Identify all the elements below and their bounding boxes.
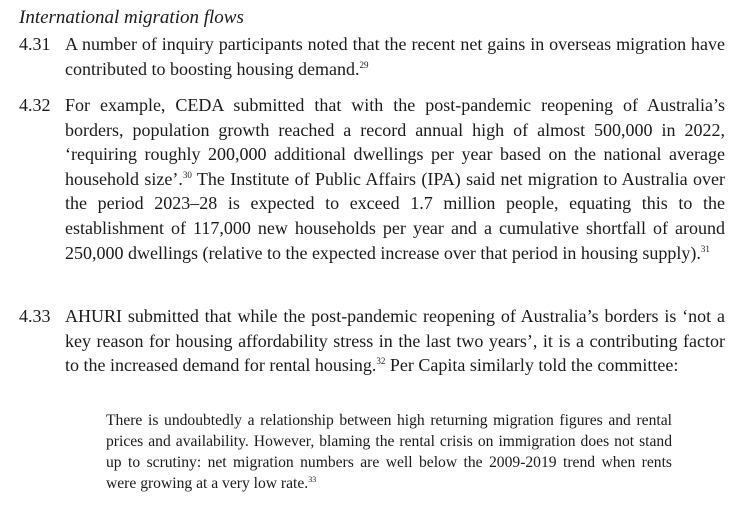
section-heading: International migration flows [19,7,244,28]
paragraph-4-32 [19,93,725,265]
paragraph-number: 4.31 [19,34,51,54]
footnote-ref[interactable]: 32 [376,356,386,367]
paragraph-text: AHURI submitted that while the post-pandemic reopening of Australia’s borders is ‘not a key reason for housing affordability stress in the last two years’, it is a contributing factor to the increased demand for rental housing. [65,306,725,376]
paragraph-number: 4.32 [19,95,51,115]
paragraph-text: Per Capita similarly told the committee: [385,355,679,376]
footnote-ref[interactable]: 30 [182,169,192,180]
paragraph-text: A number of inquiry participants noted that the recent net gains in overseas migration have contributed to boosting housing demand. [65,34,725,79]
footnote-ref[interactable]: 33 [308,474,317,484]
footnote-ref[interactable]: 29 [359,59,369,70]
footnote-ref[interactable]: 31 [700,243,710,254]
paragraph-body [65,93,725,265]
paragraph-4-31 [19,32,725,81]
paragraph-text: The Institute of Public Affairs (IPA) said net migration to Australia over the period 2023–28 is expected to exceed 1.7 million people, equating this to the establishment of 117,000 new households per year and a cumulative shortfall of around 250,000 dwellings (relative to the expected increase over that period in housing supply). [65,168,725,263]
quote-text: There is undoubtedly a relationship between high returning migration figures and rental prices and availability. However, blaming the rental crisis on immigration does not stand up to scrutiny: net migration numbers are well below the 2009-2019 trend when rents were growing at a very low rate. [106,412,672,492]
paragraph-body [65,304,725,378]
paragraph-4-33 [19,304,725,378]
paragraph-number: 4.33 [19,306,51,326]
paragraph-text: For example, CEDA submitted that with the post-pandemic reopening of Australia’s borders, population growth reached a record annual high of almost 500,000 in 2022, ‘requiring roughly 200,000 additional dwellings per year based on the national average household size’. [65,95,725,189]
block-quote [106,410,672,494]
paragraph-body [65,32,725,81]
